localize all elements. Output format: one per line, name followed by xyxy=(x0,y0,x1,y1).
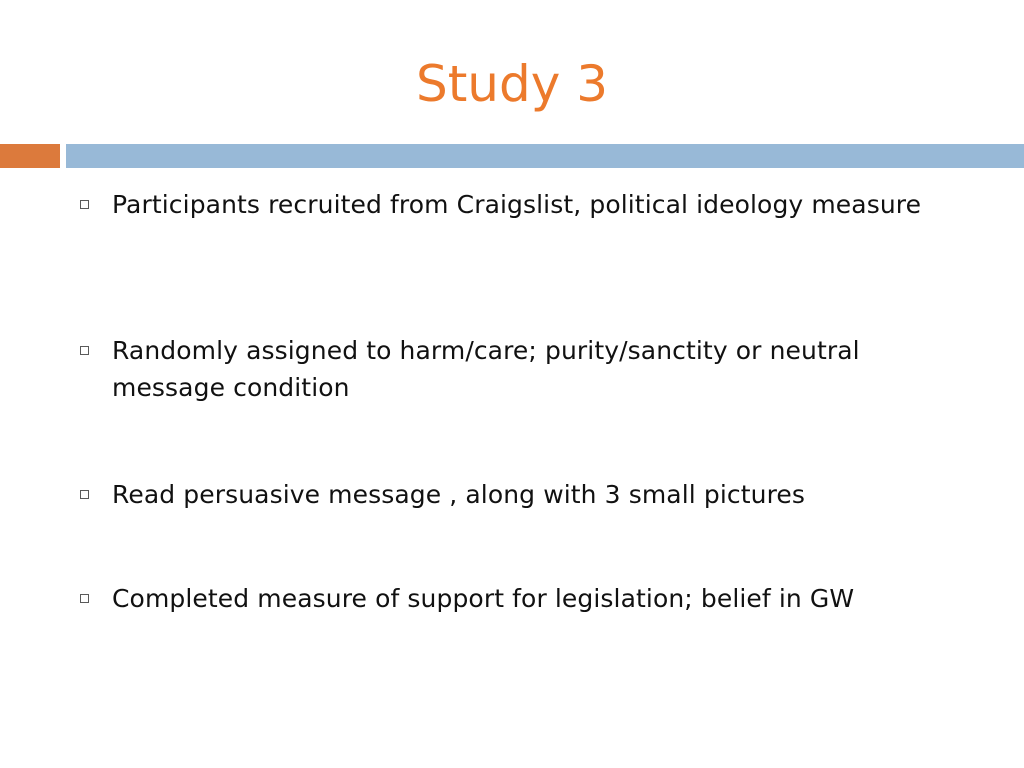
square-bullet-icon xyxy=(80,594,89,603)
bullet-item xyxy=(80,332,960,406)
square-bullet-icon xyxy=(80,490,89,499)
bullet-item xyxy=(80,580,960,617)
bullet-item xyxy=(80,476,960,513)
bullet-text: Completed measure of support for legislation; belief in GW xyxy=(112,584,855,613)
square-bullet-icon xyxy=(80,346,89,355)
title-underline-orange xyxy=(0,144,60,168)
square-bullet-icon xyxy=(80,200,89,209)
title-underline-blue xyxy=(66,144,1024,168)
bullet-item xyxy=(80,186,960,223)
bullet-text: Randomly assigned to harm/care; purity/sanctity or neutral message condition xyxy=(112,336,860,402)
bullet-text: Read persuasive message , along with 3 small pictures xyxy=(112,480,806,509)
bullet-text: Participants recruited from Craigslist, political ideology measure xyxy=(112,190,922,219)
slide-title: Study 3 xyxy=(415,55,609,113)
